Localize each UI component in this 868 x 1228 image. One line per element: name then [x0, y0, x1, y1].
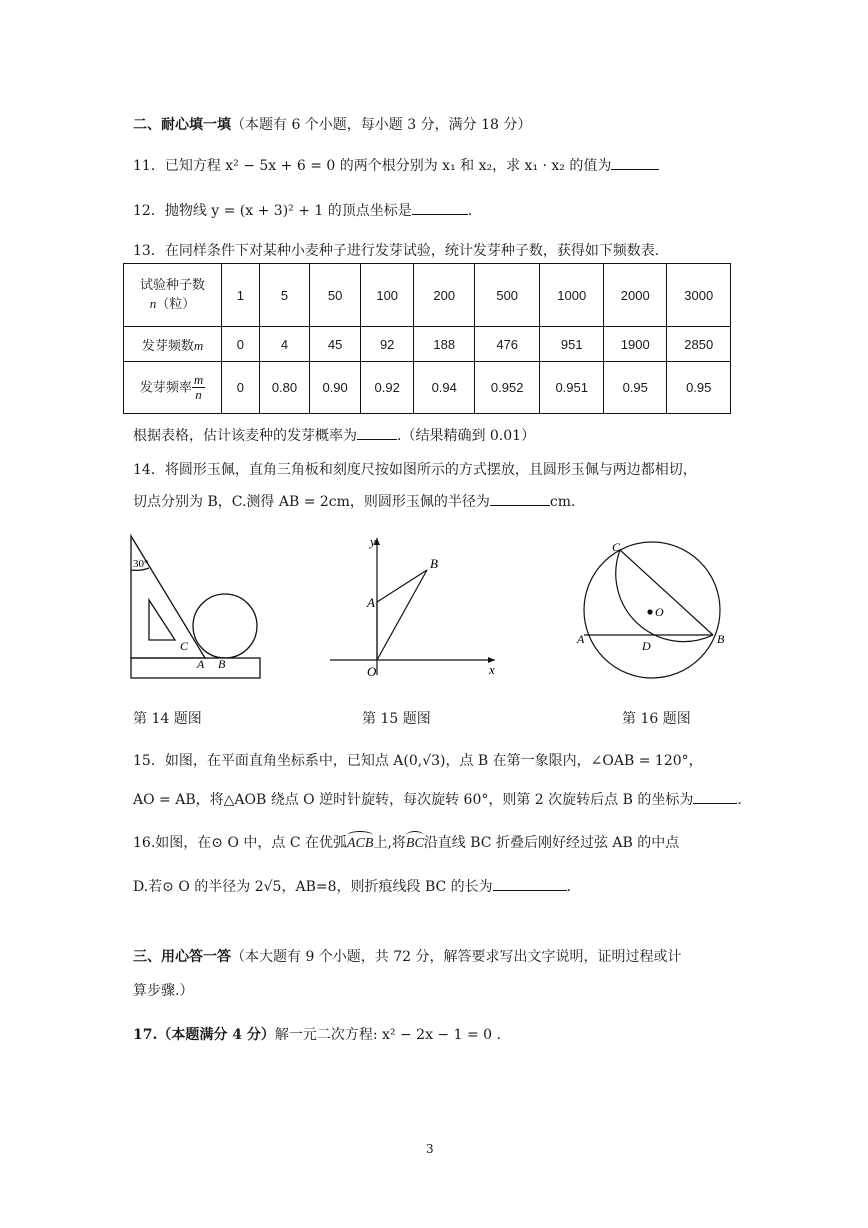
figure-16: [570, 535, 735, 685]
q17-label: 17.（本题满分 4 分）: [133, 1027, 275, 1043]
table-cell: 45: [310, 327, 361, 361]
question-12: 12．抛物线 y = (x + 3)² + 1 的顶点坐标是 .: [133, 203, 473, 219]
figure-14: [125, 530, 270, 685]
table-cell: 0.92: [360, 361, 414, 413]
table-cell: 1: [222, 264, 260, 327]
section2-heading-line: [133, 114, 531, 134]
table-cell: 476: [474, 327, 540, 361]
fig16-caption: 第 16 题图: [622, 711, 691, 727]
point-C-label: C: [612, 540, 621, 554]
table-row-m: [124, 327, 731, 361]
table-cell: 0: [222, 327, 260, 361]
triangle-AOB: [377, 570, 427, 660]
table-cell: 0.95: [667, 361, 731, 413]
jade-circle: [193, 594, 257, 658]
q16-answer-blank[interactable]: [493, 890, 567, 891]
table-cell: 2000: [603, 264, 666, 327]
q13-text: 13．在同样条件下对某种小麦种子进行发芽试验，统计发芽种子数，获得如下频数表.: [133, 243, 660, 259]
q14-answer-blank[interactable]: [490, 505, 550, 506]
q11-text: 11．已知方程 x² − 5x + 6 = 0 的两个根分别为 x₁ 和 x₂，求 x₁ · x₂ 的值为: [133, 158, 612, 174]
table-cell: 0.95: [603, 361, 666, 413]
section3-heading: 三、用心答一答: [133, 949, 231, 965]
figure-15: [325, 530, 505, 680]
table-cell: 2850: [667, 327, 731, 361]
table-row-rate: [124, 361, 731, 413]
section2-heading: 二、耐心填一填: [133, 117, 231, 133]
crease-BC: [620, 550, 713, 635]
q13-after: 根据表格，估计该麦种的发芽概率为 .（结果精确到 0.01）: [133, 428, 536, 444]
center-O-dot: [647, 609, 652, 614]
point-B-label: B: [717, 632, 725, 646]
fig14-caption: 第 14 题图: [133, 711, 202, 727]
question-13: [133, 240, 659, 260]
origin-label: O: [367, 664, 377, 679]
table-cell: 100: [360, 264, 414, 327]
table-cell: 0: [222, 361, 260, 413]
table-cell: 1900: [603, 327, 666, 361]
table-cell: 50: [310, 264, 361, 327]
row-header-n: 试验种子数 n（粒）: [124, 264, 222, 327]
q15-answer-blank[interactable]: [693, 803, 737, 804]
section3-note: （本大题有 9 个小题，共 72 分，解答要求写出文字说明，证明过程或计: [231, 949, 682, 965]
y-axis-label: y: [370, 534, 376, 549]
section3-heading-line: [133, 946, 682, 966]
table-cell: 500: [474, 264, 540, 327]
table-cell: 188: [414, 327, 474, 361]
table-cell: 1000: [540, 264, 604, 327]
q12-text: 12．抛物线 y = (x + 3)² + 1 的顶点坐标是: [133, 203, 412, 219]
set-square-inner-cutout: [149, 600, 175, 640]
point-D-label: D: [642, 639, 651, 653]
table-cell: 3000: [667, 264, 731, 327]
question-17: [133, 1024, 501, 1044]
table-cell: 5: [259, 264, 310, 327]
section2-note: （本题有 6 个小题，每小题 3 分，满分 18 分）: [231, 117, 532, 133]
q11-answer-blank[interactable]: [611, 169, 659, 170]
point-A-label: A: [197, 657, 205, 671]
table-cell: 0.90: [310, 361, 361, 413]
table-cell: 92: [360, 327, 414, 361]
page-number: 3: [426, 1142, 434, 1156]
q16-line2: D.若⊙ O 的半径为 2√5，AB=8，则折痕线段 BC 的长为 .: [133, 879, 572, 895]
row-header-m: 发芽频数m: [124, 327, 222, 361]
row-header-rate: 发芽频率 $\frac{m}{n}$: [124, 361, 222, 413]
section3-note-line2: 算步骤.）: [133, 983, 194, 999]
fig15-caption: 第 15 题图: [362, 711, 431, 727]
frequency-table: [123, 263, 731, 414]
question-11: [133, 155, 659, 175]
angle-30-label: 30°: [133, 558, 149, 570]
arc-ACB: ACB: [347, 836, 374, 851]
x-axis-label: x: [489, 662, 495, 677]
ruler: [131, 658, 260, 678]
q13-answer-blank[interactable]: [357, 439, 397, 440]
table-cell: 0.80: [259, 361, 310, 413]
table-cell: 0.952: [474, 361, 540, 413]
q12-answer-blank[interactable]: [412, 214, 468, 215]
q14-line2: 切点分别为 B，C.测得 AB = 2cm，则圆形玉佩的半径为 cm.: [133, 494, 576, 510]
q15-line2: AO = AB，将△AOB 绕点 O 逆时针旋转，每次旋转 60°，则第 2 次旋转后点 B 的坐标为 .: [133, 792, 742, 808]
q16-line1: 16.如图，在⊙ O 中，点 C 在优弧ACB上,将BC沿直线 BC 折叠后刚好经过弦 AB 的中点: [133, 835, 680, 851]
point-B-label: B: [430, 556, 438, 571]
q14-line1: 14．将圆形玉佩，直角三角板和刻度尺按如图所示的方式摆放，且圆形玉佩与两边都相切，: [133, 462, 697, 478]
folded-arc: [616, 550, 713, 642]
table-cell: 4: [259, 327, 310, 361]
circle-O: [584, 542, 720, 678]
table-cell: 951: [540, 327, 604, 361]
point-A-label: A: [367, 595, 375, 610]
table-cell: 0.94: [414, 361, 474, 413]
table-row-n: [124, 264, 731, 327]
table-cell: 200: [414, 264, 474, 327]
table-cell: 0.951: [540, 361, 604, 413]
point-B-label: B: [218, 657, 226, 671]
q17-text: 解一元二次方程: x² − 2x − 1 = 0 .: [274, 1027, 501, 1043]
fraction-m-over-n: $\frac{m}{n}$: [193, 371, 204, 402]
point-C-label: C: [180, 639, 189, 653]
point-A-label: A: [577, 632, 585, 646]
point-O-label: O: [655, 605, 664, 619]
q15-line1: 15．如图，在平面直角坐标系中，已知点 A(0,√3)，点 B 在第一象限内，∠OAB = 120°，: [133, 753, 703, 769]
arc-BC: BC: [405, 836, 424, 851]
